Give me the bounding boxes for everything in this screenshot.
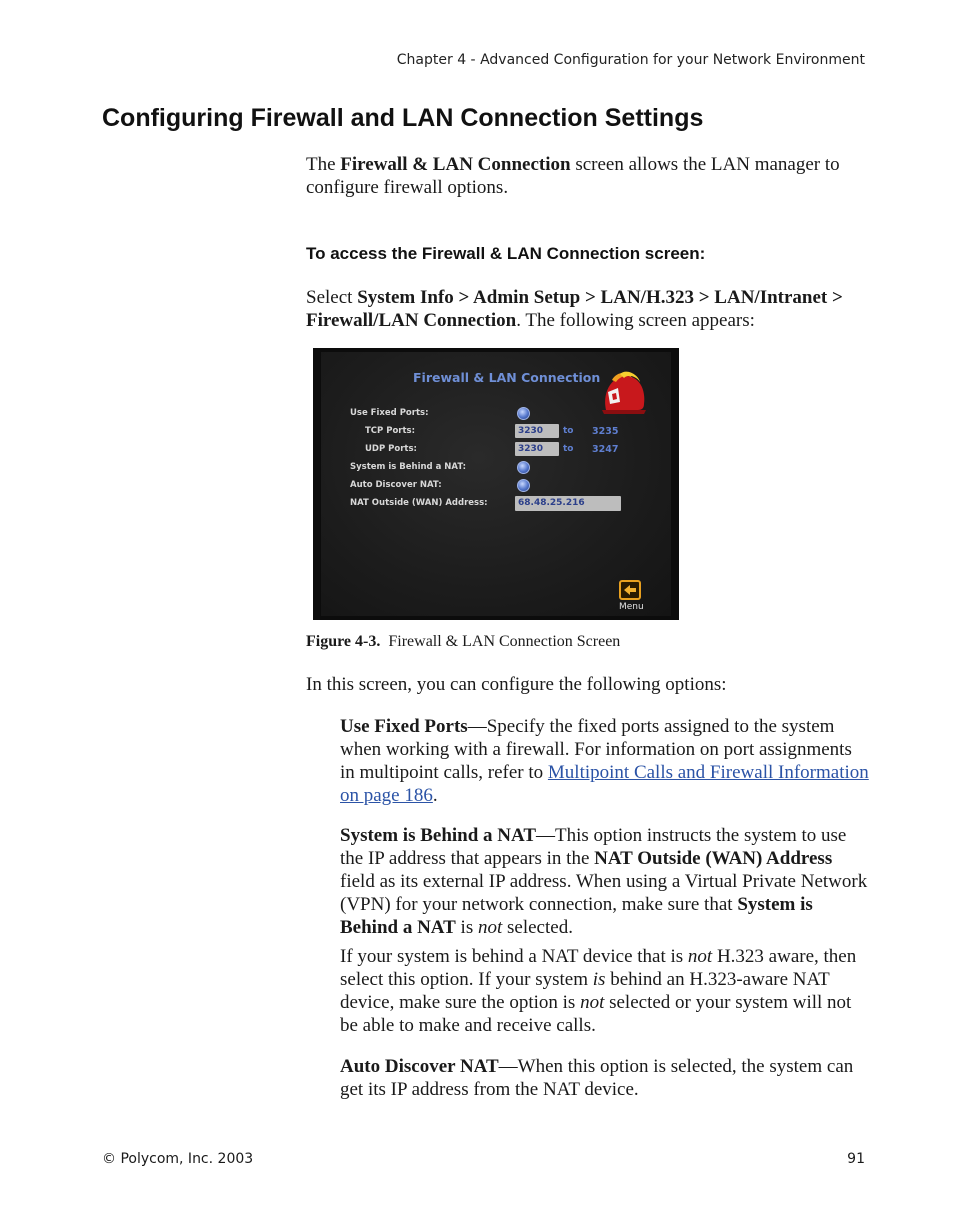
intro-screen-name: Firewall & LAN Connection bbox=[340, 154, 571, 175]
note-c: behind an H.323-aware NAT device, make sure the option is bbox=[340, 969, 830, 1013]
firewall-screen-figure bbox=[313, 348, 679, 620]
select-post: . The following screen appears: bbox=[516, 310, 755, 331]
tv-screen-title: Firewall & LAN Connection bbox=[413, 370, 601, 385]
behind-nat-text4: selected. bbox=[502, 917, 573, 938]
tcp-to-text: to bbox=[563, 426, 574, 436]
intro-paragraph bbox=[306, 153, 866, 199]
procedure-heading: To access the Firewall & LAN Connection screen: bbox=[306, 244, 706, 263]
tv-screen bbox=[321, 352, 671, 616]
tcp-port-to-value[interactable]: 3235 bbox=[592, 426, 619, 437]
tcp-ports-label: TCP Ports: bbox=[365, 426, 416, 436]
auto-discover-nat-radio[interactable] bbox=[517, 479, 530, 492]
nat-field-name: NAT Outside (WAN) Address bbox=[594, 848, 833, 869]
behind-nat-not: not bbox=[477, 917, 503, 938]
menu-label: Menu bbox=[619, 602, 644, 612]
menu-path: System Info > Admin Setup > LAN/H.323 > LAN/Intranet > Firewall/LAN Connection bbox=[306, 287, 843, 331]
running-header: Chapter 4 - Advanced Configuration for your Network Environment bbox=[396, 52, 865, 68]
menu-back-icon[interactable] bbox=[619, 580, 641, 600]
nat-address-field[interactable]: 68.48.25.216 bbox=[515, 496, 621, 511]
option-use-fixed-ports bbox=[340, 715, 870, 807]
auto-discover-term: Auto Discover NAT bbox=[340, 1056, 499, 1077]
note-a: If your system is behind a NAT device that is bbox=[340, 946, 688, 967]
note-is: is bbox=[592, 969, 606, 990]
firefighter-helmet-icon bbox=[598, 370, 650, 422]
fixed-ports-term: Use Fixed Ports bbox=[340, 716, 468, 737]
figure-caption-text: Firewall & LAN Connection Screen bbox=[388, 633, 621, 650]
select-instruction bbox=[306, 286, 871, 332]
behind-nat-radio[interactable] bbox=[517, 461, 530, 474]
page-number: 91 bbox=[847, 1151, 865, 1167]
use-fixed-ports-label: Use Fixed Ports: bbox=[350, 408, 429, 418]
udp-port-from-field[interactable]: 3230 bbox=[515, 442, 559, 456]
option-auto-discover-nat bbox=[340, 1055, 870, 1101]
behind-nat-term2: System is Behind a NAT bbox=[340, 894, 813, 938]
udp-to-text: to bbox=[563, 444, 574, 454]
tcp-port-from-field[interactable]: 3230 bbox=[515, 424, 559, 438]
note-not1: not bbox=[687, 946, 713, 967]
note-not2: not bbox=[580, 992, 605, 1013]
nat-address-label: NAT Outside (WAN) Address: bbox=[350, 498, 488, 508]
footer-copyright: © Polycom, Inc. 2003 bbox=[102, 1151, 254, 1167]
multipoint-calls-link[interactable]: Multipoint Calls and Firewall Information on page 186 bbox=[340, 762, 869, 806]
fixed-ports-end: . bbox=[432, 785, 438, 806]
select-pre: Select bbox=[306, 287, 358, 308]
behind-nat-label: System is Behind a NAT: bbox=[350, 462, 467, 472]
behind-nat-text2: field as its external IP address. When using a Virtual Private Network (VPN) for your network connection, make sure that bbox=[340, 871, 868, 915]
intro-post: screen allows the LAN manager to configure firewall options. bbox=[306, 154, 840, 198]
note-b: H.323 aware, then select this option. If your system bbox=[340, 946, 857, 990]
udp-ports-label: UDP Ports: bbox=[365, 444, 417, 454]
behind-nat-term: System is Behind a NAT bbox=[340, 825, 537, 846]
behind-nat-text3: is bbox=[455, 917, 478, 938]
fixed-ports-text: —Specify the fixed ports assigned to the system when working with a firewall. For information on port assignments in multipoint calls, refer to bbox=[340, 716, 852, 783]
behind-nat-text1: —This option instructs the system to use the IP address that appears in the bbox=[340, 825, 847, 869]
behind-nat-note bbox=[340, 945, 870, 1037]
figure-label: Figure 4-3. bbox=[306, 633, 381, 650]
intro-pre: The bbox=[306, 154, 341, 175]
section-title: Configuring Firewall and LAN Connection Settings bbox=[102, 104, 704, 132]
udp-port-to-value[interactable]: 3247 bbox=[592, 444, 619, 455]
option-behind-nat bbox=[340, 824, 870, 939]
figure-caption bbox=[306, 633, 620, 651]
options-intro: In this screen, you can configure the following options: bbox=[306, 674, 727, 695]
note-d: selected or your system will not be able to make and receive calls. bbox=[340, 992, 852, 1036]
auto-discover-text: —When this option is selected, the system can get its IP address from the NAT device. bbox=[340, 1056, 854, 1100]
auto-discover-nat-label: Auto Discover NAT: bbox=[350, 480, 442, 490]
use-fixed-ports-radio[interactable] bbox=[517, 407, 530, 420]
